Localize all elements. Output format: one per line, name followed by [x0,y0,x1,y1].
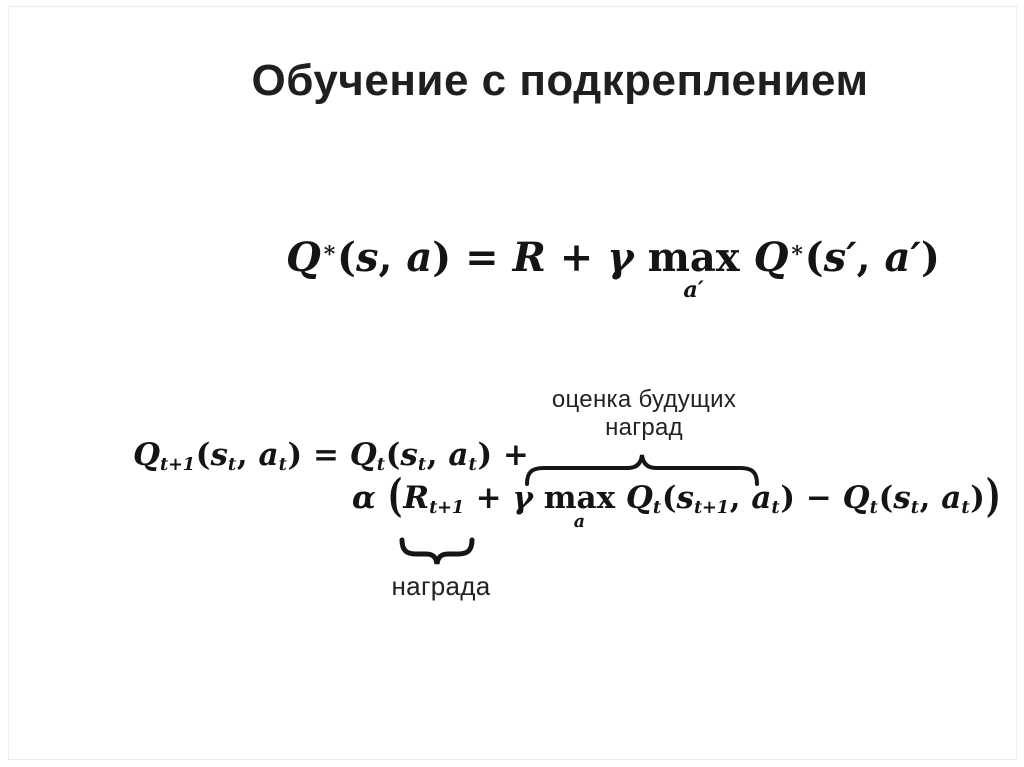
formula-token: , [856,234,885,281]
formula-token: ( [385,437,401,473]
future-rewards-line2: наград [605,413,683,441]
formula-token: t [468,454,477,476]
formula-token: , [236,437,259,473]
formula-token: ( [804,234,824,281]
formula-token: a [258,437,279,473]
formula-token: ( [878,480,894,516]
formula-token: t [227,454,236,476]
formula-token: ) [920,234,940,281]
formula-token: Q [615,480,653,516]
formula-token: ) [970,480,985,516]
formula-token: s [400,437,418,473]
formula-token: t [417,454,426,476]
formula-token: ( [337,234,356,281]
formula-token: a [941,480,962,516]
q-update-equation-rhs [352,470,1002,533]
formula-token: ( [387,470,403,523]
formula-token: ) = [287,437,350,473]
formula-token: R [403,480,430,516]
q-update-equation-lhs [133,436,529,477]
formula-token: s [210,437,228,473]
slide-border [8,6,1017,760]
reward-annotation: награда [391,571,491,601]
limit-operator: max a′ [647,234,740,303]
future-rewards-annotation [552,386,736,441]
formula-token: Q [349,437,377,473]
limit-operator: max a [543,480,616,533]
formula-token: a [448,437,469,473]
formula-token: s [355,234,379,281]
formula-token: Q [133,437,161,473]
formula-token: , [378,234,407,281]
underbrace-reward [399,537,475,569]
formula-token: Q [739,234,789,281]
formula-token: γ [607,234,648,281]
formula-token: t [652,497,661,519]
formula-token: ∗ [789,237,805,264]
formula-token: t+1 [693,497,729,519]
formula-token: ) + [477,437,529,473]
slide-title: Обучение с подкреплением [251,56,869,105]
formula-token: + [464,480,513,516]
formula-token: s [893,480,911,516]
formula-token: α [352,480,387,516]
formula-token: a [751,480,772,516]
formula-token: ( [661,480,677,516]
formula-token: t+1 [160,454,195,476]
formula-token: a [406,234,433,281]
formula-token: s [676,480,694,516]
formula-token: R [512,234,546,281]
formula-token: t+1 [429,497,464,519]
formula-token: , [426,437,449,473]
formula-token: ∗ [321,237,338,264]
formula-token: , [729,480,752,516]
formula-token: ) = [432,234,513,281]
formula-token: s′ [823,234,857,281]
formula-token: , [919,480,942,516]
formula-token: t [278,454,287,476]
formula-token: t [771,497,780,519]
formula-token: t [869,497,878,519]
formula-token: ) [985,470,1001,523]
formula-token: γ [512,480,544,516]
underbrace-path [402,540,472,564]
formula-token: t [961,497,970,519]
formula-token: Q [842,480,870,516]
formula-token: + [545,234,608,281]
future-rewards-line1: оценка будущих [551,386,737,413]
formula-token: a′ [884,234,921,281]
formula-token: t [910,497,919,519]
formula-token: ) − [780,480,843,516]
formula-token: ( [195,437,211,473]
formula-token: t [376,454,385,476]
formula-token: Q [286,234,321,281]
bellman-equation [286,233,940,303]
